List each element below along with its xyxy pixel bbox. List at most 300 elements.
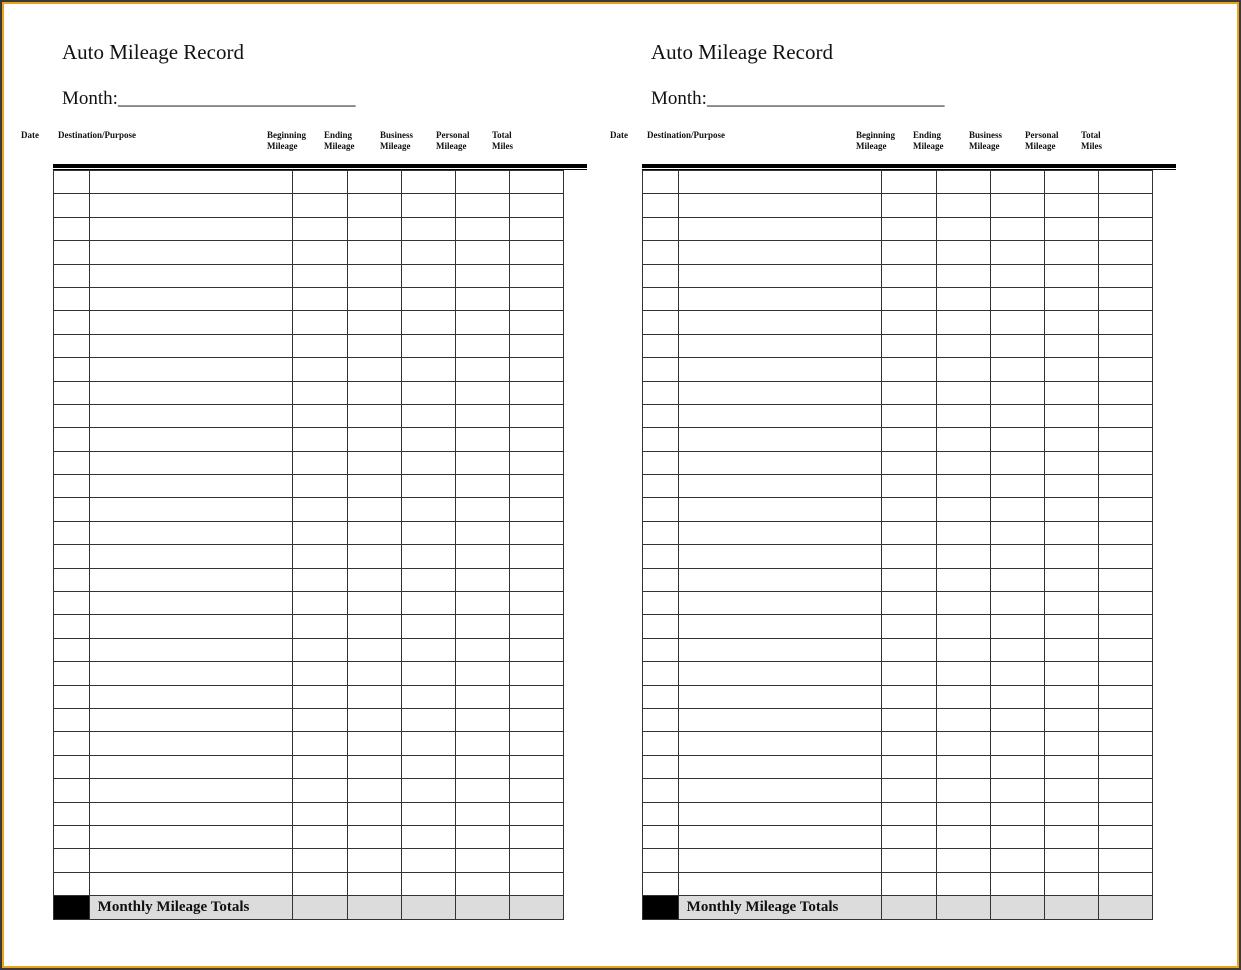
- cell-total-miles[interactable]: [510, 685, 564, 708]
- cell-destination-purpose[interactable]: [89, 615, 293, 638]
- cell-beginning-mileage[interactable]: [293, 662, 348, 685]
- cell-destination-purpose[interactable]: [89, 592, 293, 615]
- cell-date[interactable]: [54, 662, 90, 685]
- total-ending-mileage[interactable]: [348, 896, 402, 919]
- cell-personal-mileage[interactable]: [1045, 615, 1099, 638]
- cell-beginning-mileage[interactable]: [293, 404, 348, 427]
- cell-total-miles[interactable]: [1099, 311, 1153, 334]
- cell-beginning-mileage[interactable]: [293, 358, 348, 381]
- cell-date[interactable]: [643, 732, 679, 755]
- cell-total-miles[interactable]: [1099, 287, 1153, 310]
- cell-personal-mileage[interactable]: [456, 381, 510, 404]
- cell-personal-mileage[interactable]: [456, 545, 510, 568]
- cell-total-miles[interactable]: [1099, 662, 1153, 685]
- cell-ending-mileage[interactable]: [937, 451, 991, 474]
- cell-destination-purpose[interactable]: [89, 498, 293, 521]
- cell-business-mileage[interactable]: [991, 428, 1045, 451]
- cell-personal-mileage[interactable]: [1045, 264, 1099, 287]
- cell-beginning-mileage[interactable]: [293, 311, 348, 334]
- cell-ending-mileage[interactable]: [348, 755, 402, 778]
- cell-destination-purpose[interactable]: [89, 475, 293, 498]
- cell-personal-mileage[interactable]: [456, 404, 510, 427]
- cell-beginning-mileage[interactable]: [882, 217, 937, 240]
- cell-destination-purpose[interactable]: [678, 475, 882, 498]
- cell-business-mileage[interactable]: [402, 404, 456, 427]
- cell-personal-mileage[interactable]: [1045, 825, 1099, 848]
- cell-total-miles[interactable]: [1099, 779, 1153, 802]
- cell-total-miles[interactable]: [510, 194, 564, 217]
- cell-destination-purpose[interactable]: [89, 849, 293, 872]
- cell-ending-mileage[interactable]: [937, 568, 991, 591]
- cell-business-mileage[interactable]: [991, 264, 1045, 287]
- cell-date[interactable]: [643, 568, 679, 591]
- cell-business-mileage[interactable]: [991, 194, 1045, 217]
- cell-beginning-mileage[interactable]: [293, 498, 348, 521]
- cell-business-mileage[interactable]: [991, 592, 1045, 615]
- cell-personal-mileage[interactable]: [1045, 592, 1099, 615]
- cell-total-miles[interactable]: [1099, 825, 1153, 848]
- cell-personal-mileage[interactable]: [456, 287, 510, 310]
- cell-personal-mileage[interactable]: [1045, 334, 1099, 357]
- cell-destination-purpose[interactable]: [89, 287, 293, 310]
- cell-destination-purpose[interactable]: [678, 358, 882, 381]
- cell-personal-mileage[interactable]: [1045, 475, 1099, 498]
- cell-ending-mileage[interactable]: [348, 171, 402, 194]
- cell-destination-purpose[interactable]: [89, 311, 293, 334]
- cell-total-miles[interactable]: [510, 779, 564, 802]
- cell-ending-mileage[interactable]: [937, 802, 991, 825]
- cell-date[interactable]: [54, 592, 90, 615]
- cell-personal-mileage[interactable]: [1045, 802, 1099, 825]
- cell-destination-purpose[interactable]: [89, 404, 293, 427]
- cell-destination-purpose[interactable]: [678, 872, 882, 895]
- cell-destination-purpose[interactable]: [89, 872, 293, 895]
- month-field[interactable]: [62, 88, 355, 110]
- cell-personal-mileage[interactable]: [1045, 638, 1099, 661]
- cell-business-mileage[interactable]: [402, 521, 456, 544]
- cell-beginning-mileage[interactable]: [293, 732, 348, 755]
- cell-ending-mileage[interactable]: [348, 825, 402, 848]
- cell-beginning-mileage[interactable]: [882, 521, 937, 544]
- cell-personal-mileage[interactable]: [1045, 732, 1099, 755]
- cell-business-mileage[interactable]: [991, 358, 1045, 381]
- cell-date[interactable]: [643, 662, 679, 685]
- cell-business-mileage[interactable]: [991, 241, 1045, 264]
- cell-business-mileage[interactable]: [991, 217, 1045, 240]
- cell-ending-mileage[interactable]: [348, 287, 402, 310]
- cell-beginning-mileage[interactable]: [882, 311, 937, 334]
- cell-beginning-mileage[interactable]: [293, 241, 348, 264]
- cell-business-mileage[interactable]: [991, 545, 1045, 568]
- cell-business-mileage[interactable]: [402, 287, 456, 310]
- cell-date[interactable]: [54, 264, 90, 287]
- cell-total-miles[interactable]: [510, 849, 564, 872]
- cell-ending-mileage[interactable]: [937, 287, 991, 310]
- cell-business-mileage[interactable]: [402, 568, 456, 591]
- cell-ending-mileage[interactable]: [937, 825, 991, 848]
- cell-date[interactable]: [54, 311, 90, 334]
- cell-personal-mileage[interactable]: [456, 264, 510, 287]
- cell-total-miles[interactable]: [510, 545, 564, 568]
- cell-date[interactable]: [643, 638, 679, 661]
- cell-date[interactable]: [54, 708, 90, 731]
- cell-personal-mileage[interactable]: [1045, 708, 1099, 731]
- cell-destination-purpose[interactable]: [89, 685, 293, 708]
- cell-date[interactable]: [54, 451, 90, 474]
- cell-date[interactable]: [54, 194, 90, 217]
- cell-ending-mileage[interactable]: [937, 685, 991, 708]
- cell-personal-mileage[interactable]: [456, 708, 510, 731]
- cell-ending-mileage[interactable]: [348, 311, 402, 334]
- cell-beginning-mileage[interactable]: [882, 498, 937, 521]
- cell-beginning-mileage[interactable]: [882, 849, 937, 872]
- cell-ending-mileage[interactable]: [348, 568, 402, 591]
- cell-date[interactable]: [54, 849, 90, 872]
- cell-date[interactable]: [54, 521, 90, 544]
- cell-business-mileage[interactable]: [991, 404, 1045, 427]
- total-total-miles[interactable]: [1099, 896, 1153, 919]
- cell-beginning-mileage[interactable]: [293, 592, 348, 615]
- cell-beginning-mileage[interactable]: [293, 755, 348, 778]
- cell-ending-mileage[interactable]: [348, 662, 402, 685]
- cell-destination-purpose[interactable]: [678, 451, 882, 474]
- cell-destination-purpose[interactable]: [89, 755, 293, 778]
- cell-date[interactable]: [54, 475, 90, 498]
- cell-date[interactable]: [54, 381, 90, 404]
- cell-business-mileage[interactable]: [991, 708, 1045, 731]
- cell-date[interactable]: [643, 264, 679, 287]
- cell-ending-mileage[interactable]: [937, 217, 991, 240]
- cell-total-miles[interactable]: [510, 171, 564, 194]
- cell-personal-mileage[interactable]: [456, 358, 510, 381]
- cell-personal-mileage[interactable]: [456, 825, 510, 848]
- cell-beginning-mileage[interactable]: [882, 568, 937, 591]
- cell-date[interactable]: [54, 217, 90, 240]
- cell-ending-mileage[interactable]: [937, 381, 991, 404]
- cell-date[interactable]: [643, 428, 679, 451]
- cell-beginning-mileage[interactable]: [293, 779, 348, 802]
- cell-destination-purpose[interactable]: [89, 217, 293, 240]
- cell-ending-mileage[interactable]: [937, 755, 991, 778]
- total-business-mileage[interactable]: [991, 896, 1045, 919]
- cell-date[interactable]: [643, 779, 679, 802]
- cell-business-mileage[interactable]: [402, 171, 456, 194]
- cell-destination-purpose[interactable]: [678, 615, 882, 638]
- cell-ending-mileage[interactable]: [937, 264, 991, 287]
- cell-beginning-mileage[interactable]: [293, 194, 348, 217]
- cell-beginning-mileage[interactable]: [293, 171, 348, 194]
- cell-date[interactable]: [643, 451, 679, 474]
- cell-ending-mileage[interactable]: [937, 171, 991, 194]
- cell-business-mileage[interactable]: [402, 872, 456, 895]
- cell-destination-purpose[interactable]: [678, 404, 882, 427]
- cell-total-miles[interactable]: [510, 381, 564, 404]
- cell-personal-mileage[interactable]: [456, 592, 510, 615]
- cell-business-mileage[interactable]: [991, 825, 1045, 848]
- cell-business-mileage[interactable]: [402, 194, 456, 217]
- cell-ending-mileage[interactable]: [348, 638, 402, 661]
- cell-total-miles[interactable]: [1099, 638, 1153, 661]
- cell-personal-mileage[interactable]: [1045, 194, 1099, 217]
- cell-business-mileage[interactable]: [402, 334, 456, 357]
- cell-beginning-mileage[interactable]: [882, 708, 937, 731]
- cell-ending-mileage[interactable]: [348, 685, 402, 708]
- cell-personal-mileage[interactable]: [456, 475, 510, 498]
- cell-ending-mileage[interactable]: [348, 475, 402, 498]
- cell-personal-mileage[interactable]: [1045, 241, 1099, 264]
- cell-beginning-mileage[interactable]: [882, 732, 937, 755]
- cell-total-miles[interactable]: [510, 615, 564, 638]
- cell-total-miles[interactable]: [510, 802, 564, 825]
- cell-business-mileage[interactable]: [402, 451, 456, 474]
- cell-business-mileage[interactable]: [991, 802, 1045, 825]
- cell-beginning-mileage[interactable]: [293, 428, 348, 451]
- cell-destination-purpose[interactable]: [678, 592, 882, 615]
- cell-total-miles[interactable]: [1099, 171, 1153, 194]
- cell-business-mileage[interactable]: [991, 732, 1045, 755]
- cell-date[interactable]: [54, 779, 90, 802]
- cell-personal-mileage[interactable]: [1045, 568, 1099, 591]
- cell-total-miles[interactable]: [1099, 685, 1153, 708]
- cell-business-mileage[interactable]: [991, 615, 1045, 638]
- cell-total-miles[interactable]: [510, 638, 564, 661]
- cell-personal-mileage[interactable]: [456, 521, 510, 544]
- cell-date[interactable]: [54, 171, 90, 194]
- cell-personal-mileage[interactable]: [456, 217, 510, 240]
- cell-beginning-mileage[interactable]: [882, 358, 937, 381]
- cell-personal-mileage[interactable]: [1045, 779, 1099, 802]
- cell-date[interactable]: [643, 849, 679, 872]
- cell-destination-purpose[interactable]: [678, 638, 882, 661]
- cell-destination-purpose[interactable]: [89, 568, 293, 591]
- cell-date[interactable]: [643, 708, 679, 731]
- cell-total-miles[interactable]: [510, 662, 564, 685]
- cell-business-mileage[interactable]: [402, 849, 456, 872]
- cell-destination-purpose[interactable]: [678, 334, 882, 357]
- cell-total-miles[interactable]: [1099, 708, 1153, 731]
- cell-date[interactable]: [643, 685, 679, 708]
- cell-destination-purpose[interactable]: [678, 311, 882, 334]
- cell-date[interactable]: [643, 217, 679, 240]
- cell-personal-mileage[interactable]: [1045, 311, 1099, 334]
- cell-ending-mileage[interactable]: [348, 708, 402, 731]
- cell-destination-purpose[interactable]: [89, 241, 293, 264]
- cell-personal-mileage[interactable]: [1045, 872, 1099, 895]
- cell-total-miles[interactable]: [1099, 872, 1153, 895]
- cell-destination-purpose[interactable]: [678, 428, 882, 451]
- cell-personal-mileage[interactable]: [1045, 428, 1099, 451]
- cell-total-miles[interactable]: [1099, 428, 1153, 451]
- cell-total-miles[interactable]: [510, 825, 564, 848]
- cell-personal-mileage[interactable]: [1045, 217, 1099, 240]
- cell-total-miles[interactable]: [510, 568, 564, 591]
- cell-total-miles[interactable]: [510, 521, 564, 544]
- cell-beginning-mileage[interactable]: [293, 825, 348, 848]
- cell-total-miles[interactable]: [1099, 264, 1153, 287]
- cell-beginning-mileage[interactable]: [293, 287, 348, 310]
- cell-total-miles[interactable]: [1099, 755, 1153, 778]
- cell-personal-mileage[interactable]: [456, 662, 510, 685]
- cell-date[interactable]: [54, 802, 90, 825]
- cell-business-mileage[interactable]: [991, 334, 1045, 357]
- cell-date[interactable]: [54, 825, 90, 848]
- cell-date[interactable]: [54, 732, 90, 755]
- cell-ending-mileage[interactable]: [937, 662, 991, 685]
- cell-date[interactable]: [54, 872, 90, 895]
- cell-date[interactable]: [643, 194, 679, 217]
- cell-total-miles[interactable]: [510, 475, 564, 498]
- cell-business-mileage[interactable]: [402, 311, 456, 334]
- cell-total-miles[interactable]: [1099, 802, 1153, 825]
- cell-date[interactable]: [54, 334, 90, 357]
- cell-ending-mileage[interactable]: [937, 732, 991, 755]
- cell-ending-mileage[interactable]: [348, 381, 402, 404]
- cell-ending-mileage[interactable]: [348, 802, 402, 825]
- cell-beginning-mileage[interactable]: [293, 638, 348, 661]
- cell-total-miles[interactable]: [510, 708, 564, 731]
- cell-date[interactable]: [643, 872, 679, 895]
- cell-destination-purpose[interactable]: [89, 334, 293, 357]
- cell-destination-purpose[interactable]: [678, 264, 882, 287]
- cell-business-mileage[interactable]: [991, 451, 1045, 474]
- cell-business-mileage[interactable]: [402, 662, 456, 685]
- cell-total-miles[interactable]: [510, 498, 564, 521]
- cell-business-mileage[interactable]: [402, 825, 456, 848]
- cell-ending-mileage[interactable]: [348, 334, 402, 357]
- cell-total-miles[interactable]: [510, 264, 564, 287]
- cell-personal-mileage[interactable]: [1045, 755, 1099, 778]
- cell-beginning-mileage[interactable]: [882, 685, 937, 708]
- cell-ending-mileage[interactable]: [937, 638, 991, 661]
- cell-beginning-mileage[interactable]: [293, 264, 348, 287]
- cell-destination-purpose[interactable]: [678, 755, 882, 778]
- cell-personal-mileage[interactable]: [1045, 849, 1099, 872]
- cell-destination-purpose[interactable]: [89, 662, 293, 685]
- cell-destination-purpose[interactable]: [678, 545, 882, 568]
- cell-destination-purpose[interactable]: [678, 287, 882, 310]
- cell-business-mileage[interactable]: [402, 592, 456, 615]
- month-blank[interactable]: _________________________: [706, 88, 945, 109]
- cell-destination-purpose[interactable]: [89, 451, 293, 474]
- total-ending-mileage[interactable]: [937, 896, 991, 919]
- cell-destination-purpose[interactable]: [89, 825, 293, 848]
- cell-business-mileage[interactable]: [402, 428, 456, 451]
- cell-beginning-mileage[interactable]: [882, 638, 937, 661]
- cell-date[interactable]: [643, 358, 679, 381]
- cell-ending-mileage[interactable]: [937, 708, 991, 731]
- cell-beginning-mileage[interactable]: [882, 615, 937, 638]
- month-field[interactable]: [651, 88, 944, 110]
- cell-personal-mileage[interactable]: [456, 779, 510, 802]
- cell-personal-mileage[interactable]: [456, 615, 510, 638]
- cell-ending-mileage[interactable]: [348, 264, 402, 287]
- cell-beginning-mileage[interactable]: [882, 475, 937, 498]
- cell-personal-mileage[interactable]: [1045, 498, 1099, 521]
- cell-personal-mileage[interactable]: [1045, 521, 1099, 544]
- cell-business-mileage[interactable]: [402, 732, 456, 755]
- cell-total-miles[interactable]: [1099, 217, 1153, 240]
- cell-beginning-mileage[interactable]: [882, 545, 937, 568]
- cell-business-mileage[interactable]: [402, 498, 456, 521]
- cell-personal-mileage[interactable]: [456, 194, 510, 217]
- cell-ending-mileage[interactable]: [348, 194, 402, 217]
- cell-personal-mileage[interactable]: [456, 428, 510, 451]
- cell-beginning-mileage[interactable]: [882, 428, 937, 451]
- cell-total-miles[interactable]: [1099, 404, 1153, 427]
- cell-personal-mileage[interactable]: [1045, 404, 1099, 427]
- cell-destination-purpose[interactable]: [678, 521, 882, 544]
- cell-business-mileage[interactable]: [991, 498, 1045, 521]
- cell-ending-mileage[interactable]: [348, 428, 402, 451]
- cell-beginning-mileage[interactable]: [882, 779, 937, 802]
- cell-ending-mileage[interactable]: [348, 217, 402, 240]
- cell-total-miles[interactable]: [1099, 592, 1153, 615]
- total-personal-mileage[interactable]: [1045, 896, 1099, 919]
- total-business-mileage[interactable]: [402, 896, 456, 919]
- cell-business-mileage[interactable]: [402, 545, 456, 568]
- cell-total-miles[interactable]: [510, 732, 564, 755]
- cell-ending-mileage[interactable]: [348, 521, 402, 544]
- cell-beginning-mileage[interactable]: [882, 287, 937, 310]
- cell-personal-mileage[interactable]: [456, 498, 510, 521]
- cell-beginning-mileage[interactable]: [293, 217, 348, 240]
- month-blank[interactable]: _________________________: [117, 88, 356, 109]
- cell-personal-mileage[interactable]: [456, 802, 510, 825]
- cell-date[interactable]: [643, 521, 679, 544]
- cell-ending-mileage[interactable]: [937, 872, 991, 895]
- cell-date[interactable]: [643, 475, 679, 498]
- cell-total-miles[interactable]: [1099, 615, 1153, 638]
- cell-beginning-mileage[interactable]: [293, 521, 348, 544]
- cell-destination-purpose[interactable]: [678, 241, 882, 264]
- cell-business-mileage[interactable]: [402, 685, 456, 708]
- cell-ending-mileage[interactable]: [937, 241, 991, 264]
- cell-ending-mileage[interactable]: [348, 498, 402, 521]
- cell-personal-mileage[interactable]: [456, 638, 510, 661]
- cell-business-mileage[interactable]: [991, 849, 1045, 872]
- cell-ending-mileage[interactable]: [348, 872, 402, 895]
- cell-date[interactable]: [643, 171, 679, 194]
- cell-beginning-mileage[interactable]: [293, 615, 348, 638]
- cell-date[interactable]: [54, 428, 90, 451]
- cell-beginning-mileage[interactable]: [882, 381, 937, 404]
- total-total-miles[interactable]: [510, 896, 564, 919]
- cell-business-mileage[interactable]: [402, 264, 456, 287]
- cell-beginning-mileage[interactable]: [293, 381, 348, 404]
- cell-destination-purpose[interactable]: [678, 732, 882, 755]
- total-personal-mileage[interactable]: [456, 896, 510, 919]
- cell-ending-mileage[interactable]: [348, 451, 402, 474]
- cell-total-miles[interactable]: [510, 217, 564, 240]
- cell-beginning-mileage[interactable]: [882, 802, 937, 825]
- cell-total-miles[interactable]: [510, 404, 564, 427]
- cell-ending-mileage[interactable]: [937, 779, 991, 802]
- cell-business-mileage[interactable]: [402, 615, 456, 638]
- cell-date[interactable]: [643, 381, 679, 404]
- cell-total-miles[interactable]: [510, 592, 564, 615]
- cell-date[interactable]: [643, 241, 679, 264]
- cell-beginning-mileage[interactable]: [882, 592, 937, 615]
- cell-personal-mileage[interactable]: [1045, 545, 1099, 568]
- cell-ending-mileage[interactable]: [348, 404, 402, 427]
- cell-total-miles[interactable]: [510, 451, 564, 474]
- cell-total-miles[interactable]: [1099, 334, 1153, 357]
- cell-date[interactable]: [643, 287, 679, 310]
- cell-ending-mileage[interactable]: [937, 521, 991, 544]
- cell-personal-mileage[interactable]: [1045, 287, 1099, 310]
- cell-date[interactable]: [643, 755, 679, 778]
- cell-beginning-mileage[interactable]: [882, 194, 937, 217]
